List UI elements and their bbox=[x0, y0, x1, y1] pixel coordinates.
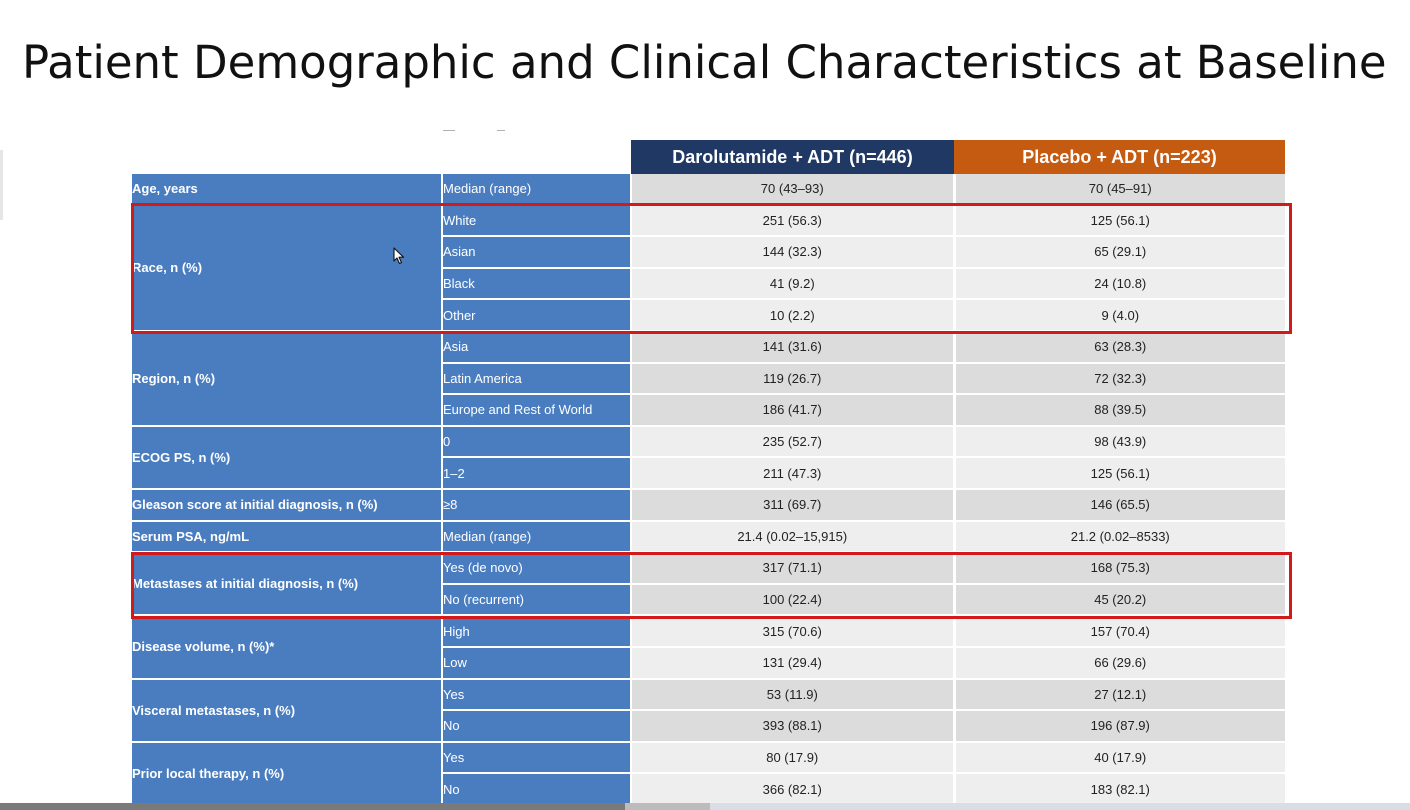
darolutamide-value: 53 (11.9) bbox=[631, 679, 954, 711]
category-label: High bbox=[442, 615, 631, 647]
placebo-value: 63 (28.3) bbox=[954, 331, 1285, 363]
darolutamide-value: 317 (71.1) bbox=[631, 552, 954, 584]
darolutamide-value: 393 (88.1) bbox=[631, 710, 954, 742]
category-label: ≥8 bbox=[442, 489, 631, 521]
darolutamide-value: 10 (2.2) bbox=[631, 299, 954, 331]
placebo-value: 9 (4.0) bbox=[954, 299, 1285, 331]
placebo-value: 70 (45–91) bbox=[954, 174, 1285, 205]
category-label: 0 bbox=[442, 426, 631, 458]
category-label: No bbox=[442, 773, 631, 805]
header-placebo: Placebo + ADT (n=223) bbox=[954, 140, 1285, 174]
category-label: No bbox=[442, 710, 631, 742]
placebo-value: 157 (70.4) bbox=[954, 615, 1285, 647]
table-row bbox=[132, 174, 1285, 205]
darolutamide-value: 186 (41.7) bbox=[631, 394, 954, 426]
category-label: Median (range) bbox=[442, 521, 631, 553]
decorative-dash bbox=[497, 130, 505, 131]
placebo-value: 65 (29.1) bbox=[954, 236, 1285, 268]
characteristic-label: Serum PSA, ng/mL bbox=[132, 521, 442, 553]
placebo-value: 183 (82.1) bbox=[954, 773, 1285, 805]
category-label: Median (range) bbox=[442, 174, 631, 205]
bottom-bar-mid bbox=[625, 803, 710, 810]
category-label: Asian bbox=[442, 236, 631, 268]
placebo-value: 98 (43.9) bbox=[954, 426, 1285, 458]
category-label: No (recurrent) bbox=[442, 584, 631, 616]
characteristic-label: Prior local therapy, n (%) bbox=[132, 742, 442, 805]
category-label: 1–2 bbox=[442, 457, 631, 489]
placebo-value: 66 (29.6) bbox=[954, 647, 1285, 679]
category-label: Asia bbox=[442, 331, 631, 363]
bottom-bar-light bbox=[710, 803, 1410, 810]
header-darolutamide: Darolutamide + ADT (n=446) bbox=[631, 140, 954, 174]
table-row bbox=[132, 615, 1285, 647]
darolutamide-value: 144 (32.3) bbox=[631, 236, 954, 268]
category-label: Black bbox=[442, 268, 631, 300]
characteristic-label: Gleason score at initial diagnosis, n (%) bbox=[132, 489, 442, 521]
darolutamide-value: 211 (47.3) bbox=[631, 457, 954, 489]
table-row bbox=[132, 489, 1285, 521]
category-label: Latin America bbox=[442, 363, 631, 395]
placebo-value: 40 (17.9) bbox=[954, 742, 1285, 774]
category-label: Yes (de novo) bbox=[442, 552, 631, 584]
category-label: Yes bbox=[442, 679, 631, 711]
table-row bbox=[132, 742, 1285, 774]
darolutamide-value: 311 (69.7) bbox=[631, 489, 954, 521]
placebo-value: 88 (39.5) bbox=[954, 394, 1285, 426]
header-blank-cell bbox=[132, 140, 631, 174]
placebo-value: 146 (65.5) bbox=[954, 489, 1285, 521]
darolutamide-value: 21.4 (0.02–15,915) bbox=[631, 521, 954, 553]
darolutamide-value: 315 (70.6) bbox=[631, 615, 954, 647]
category-label: Europe and Rest of World bbox=[442, 394, 631, 426]
placebo-value: 24 (10.8) bbox=[954, 268, 1285, 300]
darolutamide-value: 366 (82.1) bbox=[631, 773, 954, 805]
slide-edge-mark bbox=[0, 150, 3, 220]
table-row bbox=[132, 521, 1285, 553]
darolutamide-value: 251 (56.3) bbox=[631, 205, 954, 237]
bottom-bar-dark bbox=[0, 803, 625, 810]
darolutamide-value: 235 (52.7) bbox=[631, 426, 954, 458]
placebo-value: 196 (87.9) bbox=[954, 710, 1285, 742]
placebo-value: 125 (56.1) bbox=[954, 205, 1285, 237]
table-row bbox=[132, 552, 1285, 584]
characteristic-label: ECOG PS, n (%) bbox=[132, 426, 442, 489]
characteristic-label: Disease volume, n (%)* bbox=[132, 615, 442, 678]
darolutamide-value: 141 (31.6) bbox=[631, 331, 954, 363]
table-header-row bbox=[132, 140, 1285, 174]
darolutamide-value: 70 (43–93) bbox=[631, 174, 954, 205]
category-label: Yes bbox=[442, 742, 631, 774]
darolutamide-value: 41 (9.2) bbox=[631, 268, 954, 300]
characteristic-label: Metastases at initial diagnosis, n (%) bbox=[132, 552, 442, 615]
placebo-value: 21.2 (0.02–8533) bbox=[954, 521, 1285, 553]
placebo-value: 72 (32.3) bbox=[954, 363, 1285, 395]
table-row bbox=[132, 205, 1285, 237]
darolutamide-value: 131 (29.4) bbox=[631, 647, 954, 679]
baseline-characteristics-table bbox=[132, 140, 1285, 806]
slide-title: Patient Demographic and Clinical Characteristics at Baseline bbox=[22, 36, 1387, 89]
category-label: Other bbox=[442, 299, 631, 331]
darolutamide-value: 100 (22.4) bbox=[631, 584, 954, 616]
darolutamide-value: 80 (17.9) bbox=[631, 742, 954, 774]
table-row bbox=[132, 679, 1285, 711]
characteristic-label: Visceral metastases, n (%) bbox=[132, 679, 442, 742]
darolutamide-value: 119 (26.7) bbox=[631, 363, 954, 395]
placebo-value: 125 (56.1) bbox=[954, 457, 1285, 489]
placebo-value: 27 (12.1) bbox=[954, 679, 1285, 711]
category-label: White bbox=[442, 205, 631, 237]
characteristic-label: Race, n (%) bbox=[132, 205, 442, 331]
placebo-value: 45 (20.2) bbox=[954, 584, 1285, 616]
decorative-dash bbox=[443, 130, 455, 131]
mouse-pointer-icon bbox=[393, 247, 405, 265]
placebo-value: 168 (75.3) bbox=[954, 552, 1285, 584]
category-label: Low bbox=[442, 647, 631, 679]
characteristic-label: Region, n (%) bbox=[132, 331, 442, 426]
table-row bbox=[132, 426, 1285, 458]
table-row bbox=[132, 331, 1285, 363]
characteristic-label: Age, years bbox=[132, 174, 442, 205]
